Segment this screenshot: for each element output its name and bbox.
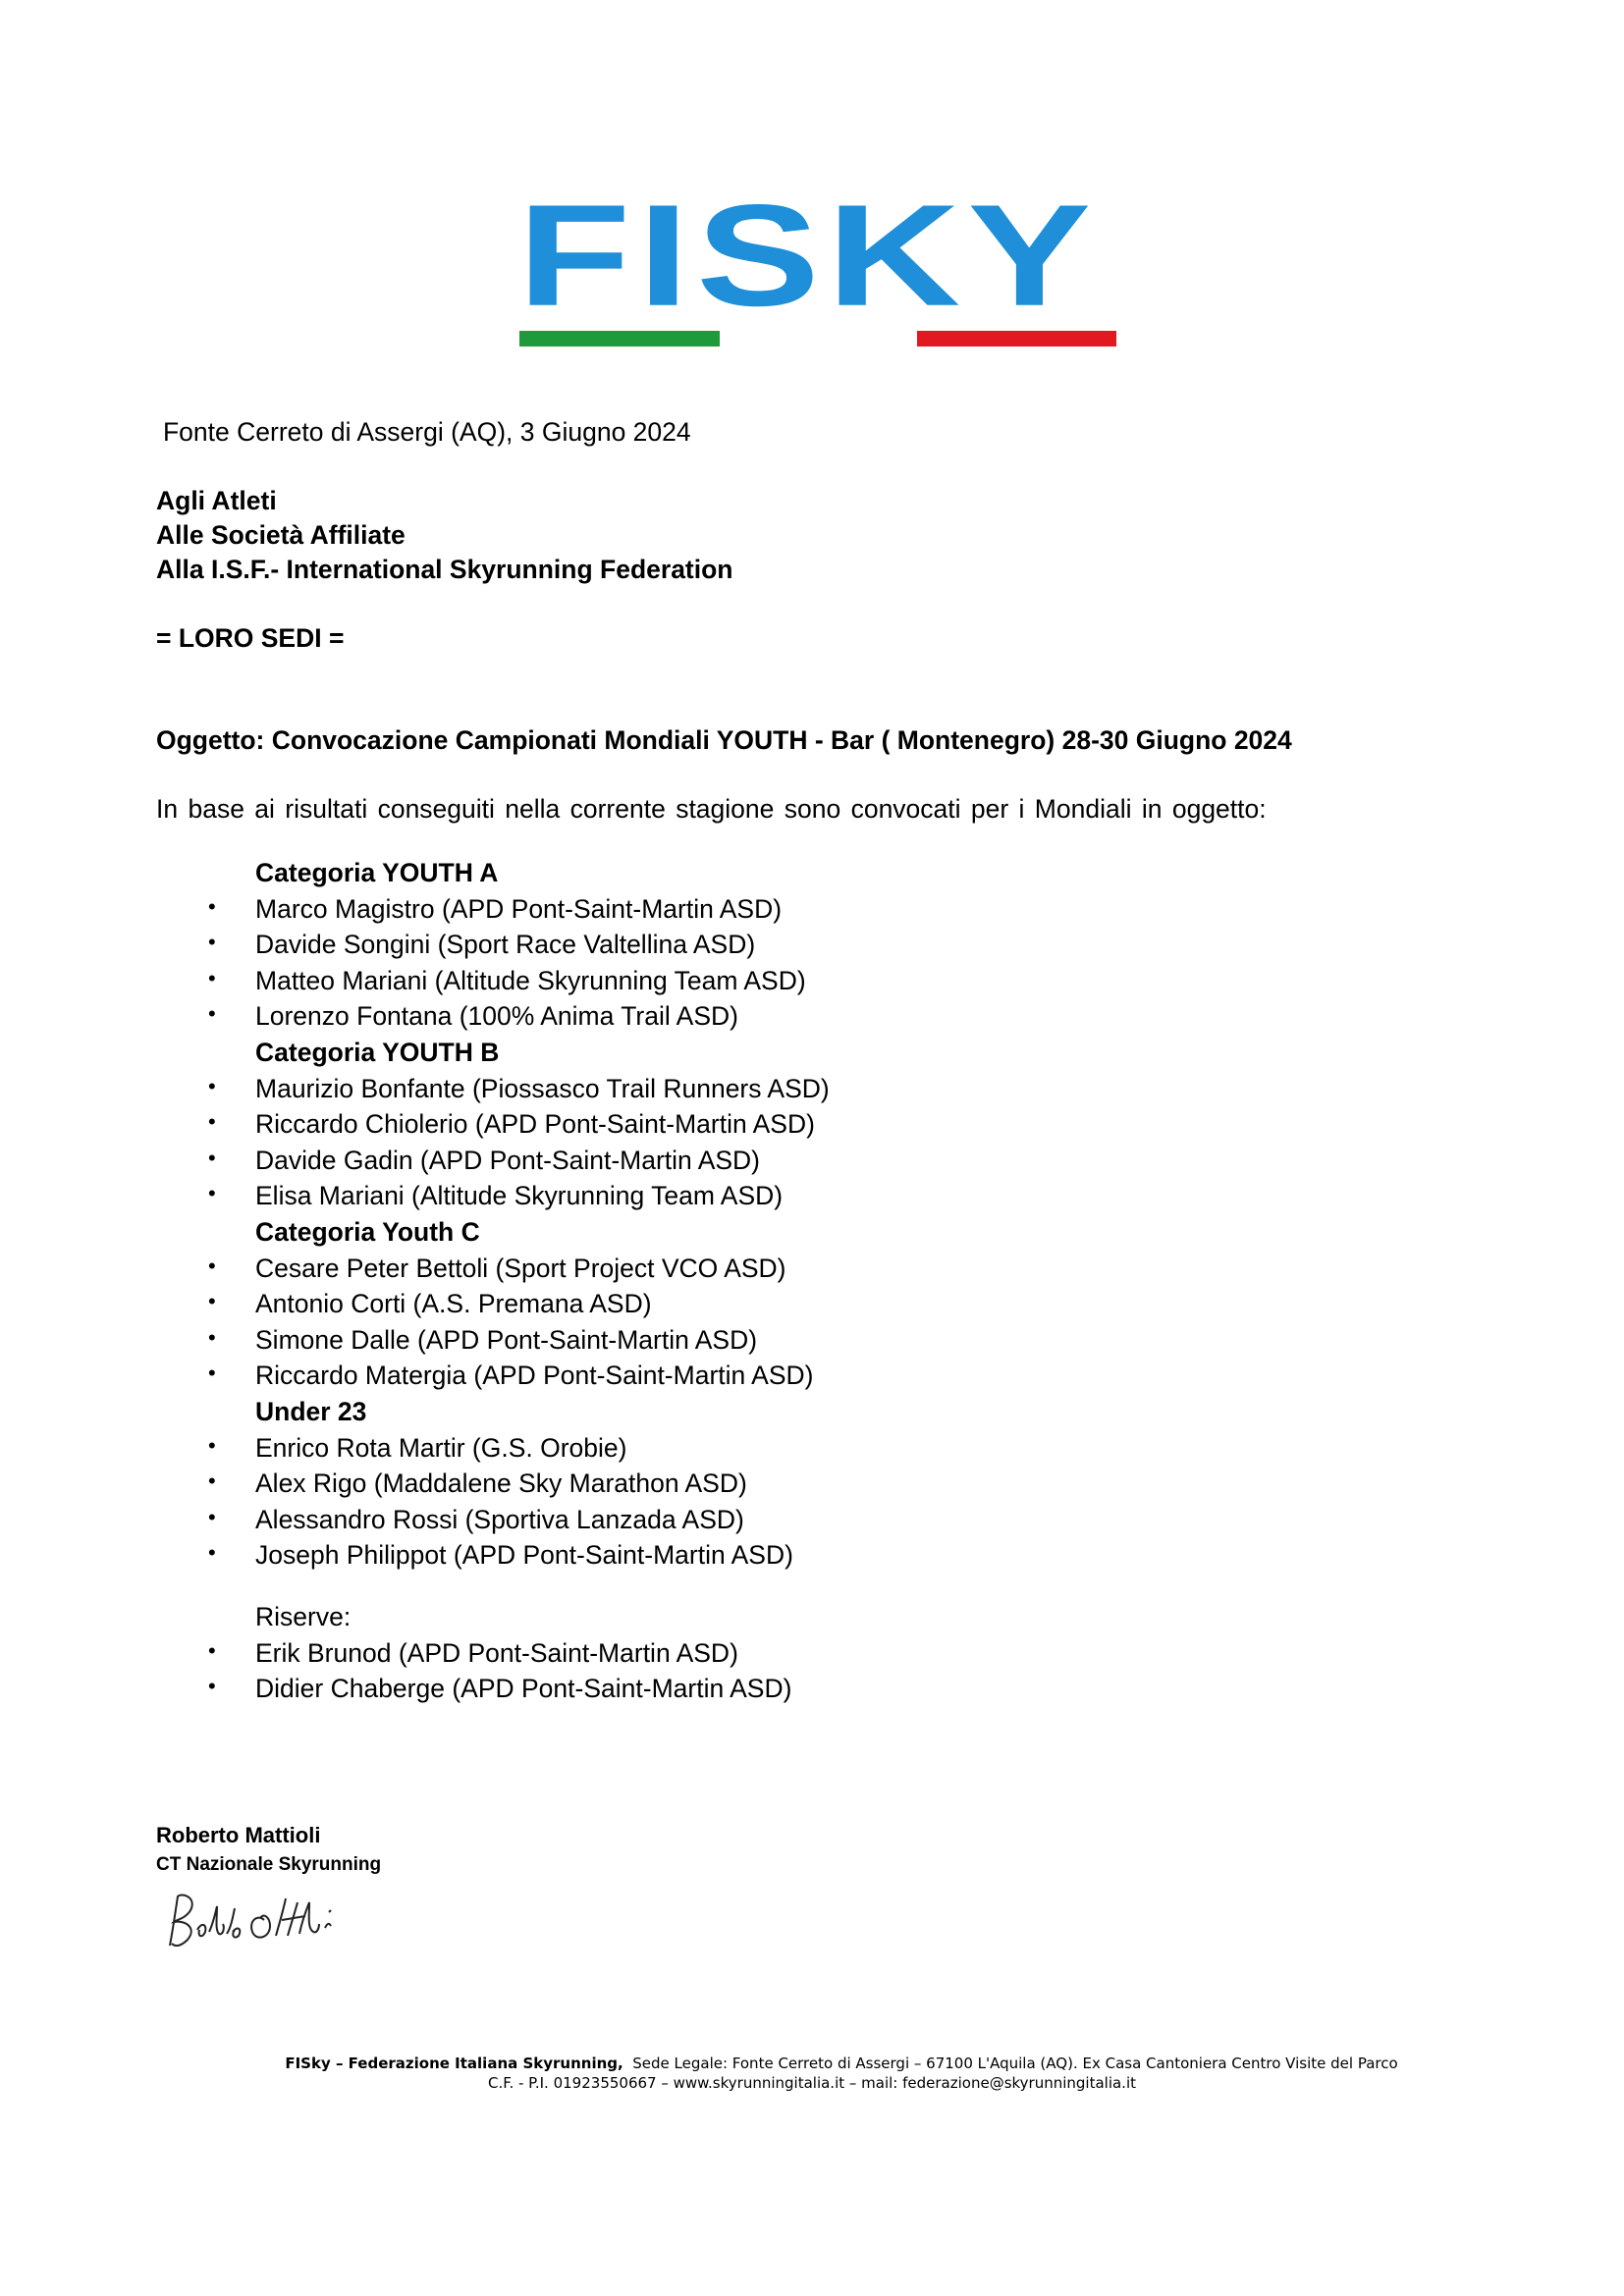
footer-org: FISky – Federazione Italiana Skyrunning, xyxy=(285,2055,623,2072)
athlete-name: Erik Brunod (APD Pont-Saint-Martin ASD) xyxy=(255,1637,738,1668)
footer-line-2: C.F. - P.I. 01923550667 – www.skyrunningitalia.it – mail: federazione@skyrunningitalia.it xyxy=(487,2074,1136,2092)
intro-paragraph: In base ai risultati conseguiti nella corrente stagione sono convocati per i Mondiali in oggetto: xyxy=(156,794,1267,824)
athlete-name: Matteo Mariani (Altitude Skyrunning Team ASD) xyxy=(255,965,806,995)
recipient-line: Alla I.S.F.- International Skyrunning Federation xyxy=(156,555,733,584)
athlete-name: Cesare Peter Bettoli (Sport Project VCO ASD) xyxy=(255,1253,786,1283)
bullet-icon: • xyxy=(208,893,216,919)
footer-line-1 xyxy=(29,2054,1624,2073)
category-heading: Categoria YOUTH B xyxy=(255,1038,500,1067)
bullet-icon: • xyxy=(208,1468,216,1494)
date-line: Fonte Cerreto di Assergi (AQ), 3 Giugno 2024 xyxy=(163,417,691,447)
athlete-name: Enrico Rota Martir (G.S. Orobie) xyxy=(255,1432,627,1463)
bullet-icon: • xyxy=(208,1145,216,1170)
handwritten-signature xyxy=(162,1885,358,1963)
bullet-icon: • xyxy=(208,1540,216,1566)
athlete-name: Riccardo Chiolerio (APD Pont-Saint-Martin ASD) xyxy=(255,1109,815,1140)
reserves-heading: Riserve: xyxy=(255,1602,352,1631)
bullet-icon: • xyxy=(208,1289,216,1314)
athlete-name: Riccardo Matergia (APD Pont-Saint-Martin ASD) xyxy=(255,1361,814,1391)
athlete-name: Davide Gadin (APD Pont-Saint-Martin ASD) xyxy=(255,1145,761,1175)
bullet-icon: • xyxy=(208,965,216,990)
recipient-line: Agli Atleti xyxy=(156,486,277,515)
recipients-block xyxy=(156,485,733,588)
bullet-icon: • xyxy=(208,1324,216,1350)
signatory-name: Roberto Mattioli xyxy=(156,1823,321,1847)
athlete-name: Lorenzo Fontana (100% Anima Trail ASD) xyxy=(255,1001,738,1032)
bullet-icon: • xyxy=(208,1181,216,1206)
bullet-icon: • xyxy=(208,1253,216,1278)
athlete-name: Elisa Mariani (Altitude Skyrunning Team ASD) xyxy=(255,1181,784,1211)
athlete-name: Joseph Philippot (APD Pont-Saint-Martin ASD) xyxy=(255,1540,793,1571)
bullet-icon: • xyxy=(208,1637,216,1663)
athlete-name: Maurizio Bonfante (Piossasco Trail Runners ASD) xyxy=(255,1073,830,1103)
logo-red-bar xyxy=(917,331,1116,347)
athlete-name: Didier Chaberge (APD Pont-Saint-Martin ASD) xyxy=(255,1674,792,1704)
loro-sedi: = LORO SEDI = xyxy=(156,623,345,653)
athlete-name: Alex Rigo (Maddalene Sky Marathon ASD) xyxy=(255,1468,747,1499)
athlete-name: Alessandro Rossi (Sportiva Lanzada ASD) xyxy=(255,1504,744,1534)
bullet-icon: • xyxy=(208,1073,216,1098)
category-heading: Categoria YOUTH A xyxy=(255,858,499,887)
category-heading: Categoria Youth C xyxy=(255,1217,480,1247)
category-heading: Under 23 xyxy=(255,1397,367,1426)
bullet-icon: • xyxy=(208,930,216,955)
logo-green-bar xyxy=(519,331,720,347)
bullet-icon: • xyxy=(208,1001,216,1027)
bullet-icon: • xyxy=(208,1504,216,1529)
bullet-icon: • xyxy=(208,1361,216,1386)
fisky-logo xyxy=(517,201,1116,347)
athlete-name: Marco Magistro (APD Pont-Saint-Martin ASD) xyxy=(255,893,783,924)
logo-wordmark: FISKY xyxy=(517,201,1099,310)
recipient-line: Alle Società Affiliate xyxy=(156,520,406,550)
athlete-name: Simone Dalle (APD Pont-Saint-Martin ASD) xyxy=(255,1324,758,1355)
footer-address: Sede Legale: Fonte Cerreto di Assergi – 67100 L'Aquila (AQ). Ex Casa Cantoniera Centro Visite del Parco xyxy=(632,2055,1398,2072)
subject-line: Oggetto: Convocazione Campionati Mondiali YOUTH - Bar ( Montenegro) 28-30 Giugno 2024 xyxy=(156,725,1292,755)
signatory-role: CT Nazionale Skyrunning xyxy=(156,1854,382,1875)
bullet-icon: • xyxy=(208,1109,216,1135)
bullet-icon: • xyxy=(208,1432,216,1458)
athlete-name: Antonio Corti (A.S. Premana ASD) xyxy=(255,1289,652,1319)
athlete-name: Davide Songini (Sport Race Valtellina ASD) xyxy=(255,930,756,960)
bullet-icon: • xyxy=(208,1674,216,1699)
